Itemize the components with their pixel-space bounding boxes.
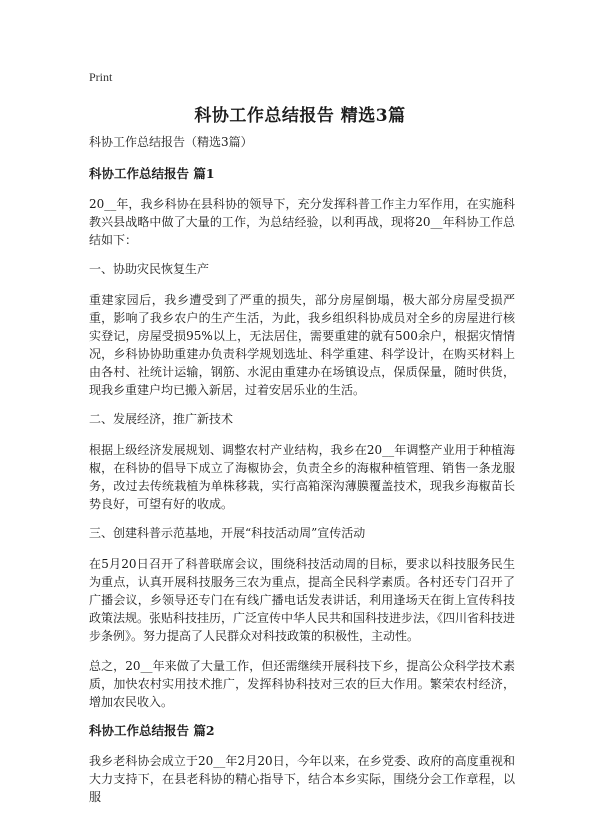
article-1-paragraph-3: 在5月20日召开了科普联席会议，围绕科技活动周的目标，要求以科技服务民生为重点，认真开展科技服务三农为重点，提高全民科学素质。各村还专门召开了广播会议，乡领导还专门在有线广播电话发表讲话，利用逢场天在街上宣传科技政策法规。张贴科技挂历，广泛宣传中华人民共和国科技进步法，《四川省科技进步条例》。努力提高了人民群众对科技政策的积极性，主动性。 bbox=[89, 557, 516, 643]
document-title: 科协工作总结报告 精选3篇 bbox=[194, 106, 406, 126]
article-1-paragraph-2: 根据上级经济发展规划、调整农村产业结构，我乡在20__年调整产业用于种植海椒，在科协的倡导下成立了海椒协会，负责全乡的海椒种植管理、销售一条龙服务，改过去传统栽植为单株移栽，实行高箱深沟薄膜覆盖技术，现我乡海椒苗长势良好，可望有好的收成。 bbox=[89, 443, 515, 511]
article-1-subheading-1: 一、协助灾民恢复生产 bbox=[89, 262, 210, 276]
article-1-subheading-3: 三、创建科普示范基地，开展“科技活动周”宣传活动 bbox=[89, 526, 366, 540]
article-1-paragraph-1: 重建家园后，我乡遭受到了严重的损失，部分房屋倒塌，极大部分房屋受损严重，影响了我乡农户的生产生活，为此，我乡组织科协成员对全乡的房屋进行核实登记，房屋受损95%以上，无法居住，需要重建的就有500余户，根据灾情情况，乡科协协助重建办负责科学规划选址、科学重建、科学设计，在购买材料上由各村、社统计运输，钢筋、水泥由重建办在场镇设点，保质保量，随时供货，现我乡重建户均已搬入新居，过着安居乐业的生活。 bbox=[89, 293, 515, 397]
article-1-intro: 20__年，我乡科协在县科协的领导下，充分发挥科普工作主力军作用，在实施科教兴县战略中做了大量的工作，为总结经验，以利再战，现将20__年科协工作总结如下： bbox=[89, 197, 515, 247]
article-2-heading: 科协工作总结报告 篇2 bbox=[89, 723, 215, 738]
print-link[interactable]: Print bbox=[89, 70, 113, 84]
document-body bbox=[89, 134, 515, 818]
article-1-subheading-2: 二、发展经济，推广新技术 bbox=[89, 412, 234, 426]
article-2-intro: 我乡老科协会成立于20__年2月20日，今年以来，在乡党委、政府的高度重视和大力支持下，在县老科协的精心指导下，结合本乡实际，围绕分会工作章程，以服 bbox=[89, 754, 515, 804]
document-subtitle: 科协工作总结报告（精选3篇） bbox=[89, 135, 253, 149]
article-1-paragraph-4: 总之，20__年来做了大量工作，但还需继续开展科技下乡，提高公众科学技术素质，加快农村实用技术推广，发挥科协科技对三农的巨大作用。繁荣农村经济，增加农民收入。 bbox=[89, 659, 515, 709]
article-1-heading: 科协工作总结报告 篇1 bbox=[89, 166, 215, 181]
